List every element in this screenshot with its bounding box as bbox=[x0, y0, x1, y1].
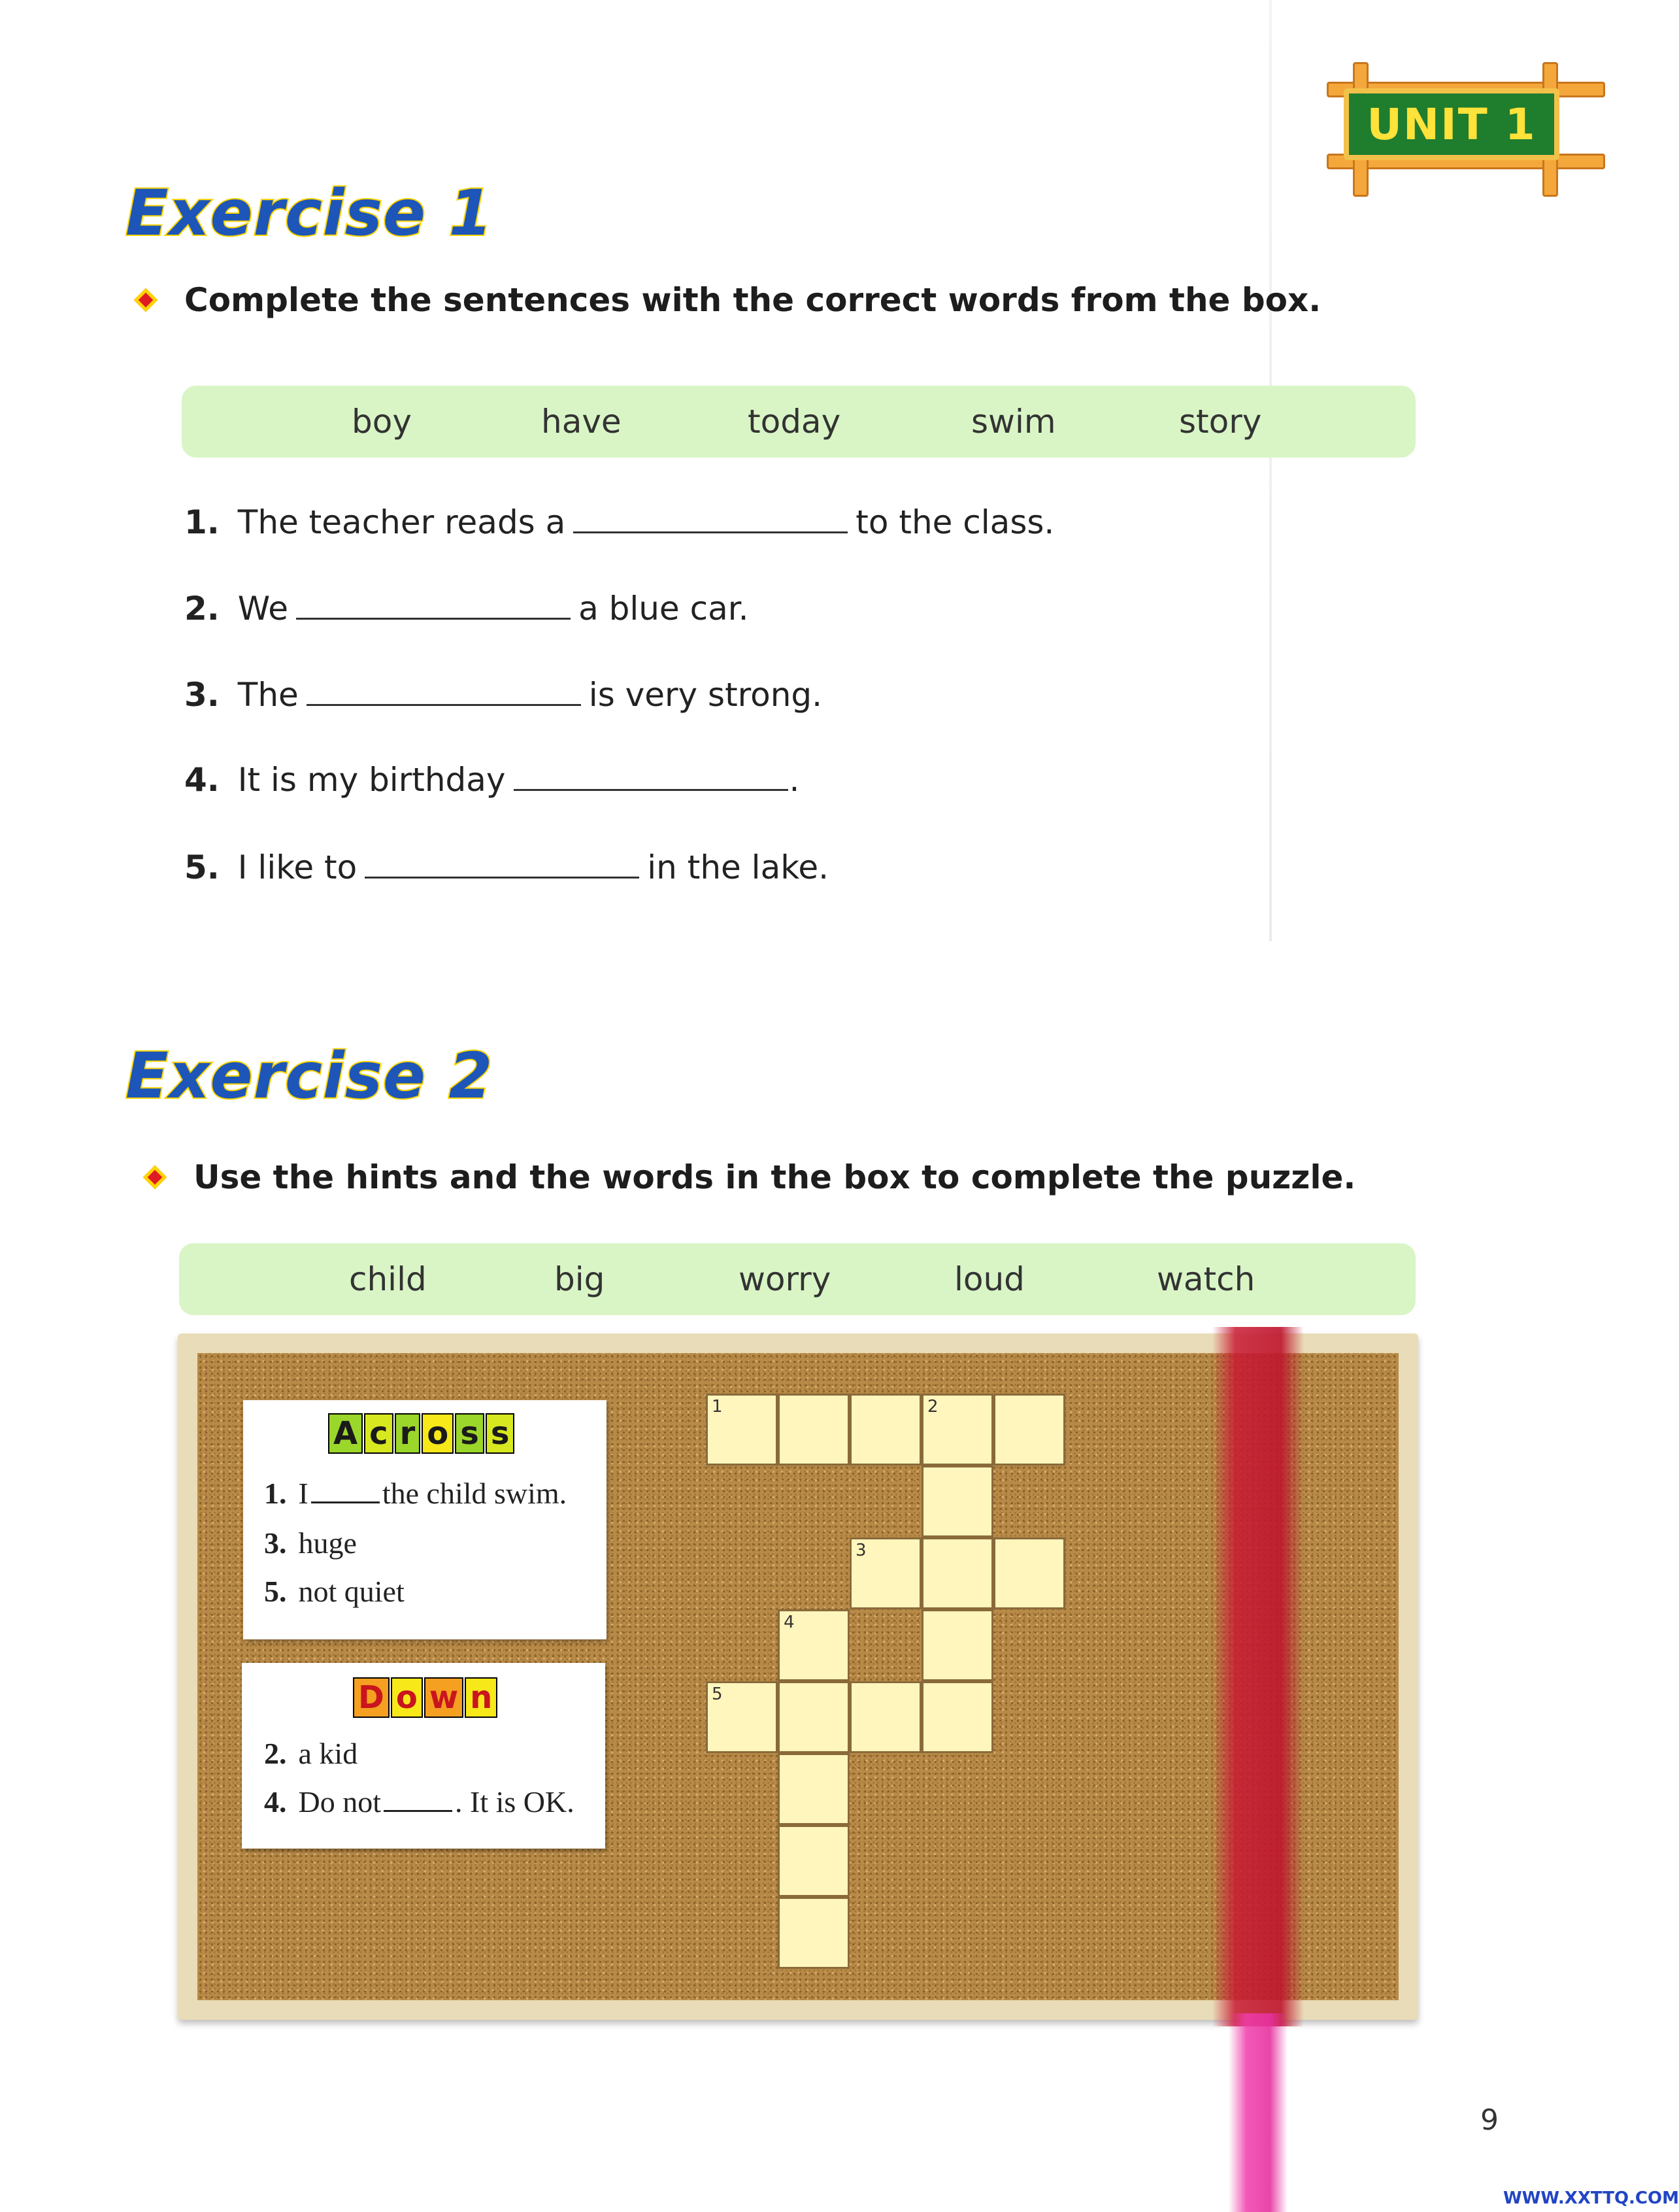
word-loud: loud bbox=[954, 1260, 1025, 1298]
sentence-text-before: We bbox=[237, 590, 289, 628]
crossword-cell[interactable] bbox=[778, 1753, 850, 1825]
exercise-2-instruction bbox=[140, 1158, 1355, 1196]
sentence-number: 2. bbox=[184, 590, 220, 628]
sentence-text-before: It is my birthday bbox=[237, 761, 506, 799]
crossword-cell[interactable] bbox=[993, 1537, 1065, 1609]
clue-text-before: Do not bbox=[298, 1785, 381, 1818]
across-tile: o bbox=[422, 1413, 454, 1454]
across-tile: s bbox=[486, 1413, 515, 1454]
red-marker-stripe bbox=[1212, 1327, 1304, 2026]
crossword-cell[interactable] bbox=[778, 1609, 850, 1681]
exercise-2-title: Exercise 2 bbox=[125, 1039, 493, 1113]
sentence-text-after: is very strong. bbox=[588, 676, 823, 714]
clue-number: 5. bbox=[264, 1575, 287, 1608]
instruction-text: Use the hints and the words in the box to complete the puzzle. bbox=[193, 1158, 1356, 1196]
unit-number: 1 bbox=[1504, 99, 1537, 150]
across-heading bbox=[328, 1413, 514, 1454]
crossword-cell[interactable] bbox=[922, 1609, 993, 1681]
page-number: 9 bbox=[1480, 2103, 1499, 2137]
word-watch: watch bbox=[1157, 1260, 1255, 1298]
word-have: have bbox=[541, 403, 622, 441]
sentence-number: 1. bbox=[184, 503, 220, 541]
watermark: WWW.XXTTQ.COM bbox=[1503, 2188, 1679, 2208]
clue-text-after: . It is OK. bbox=[455, 1785, 574, 1818]
crossword-cell[interactable] bbox=[778, 1825, 850, 1897]
sentence-2 bbox=[184, 590, 749, 628]
down-heading bbox=[353, 1677, 497, 1718]
down-tile: n bbox=[465, 1677, 497, 1718]
across-tile: r bbox=[395, 1413, 421, 1454]
page-gutter bbox=[1269, 0, 1272, 941]
sentence-text-after: a blue car. bbox=[578, 590, 749, 628]
across-clue-1 bbox=[264, 1476, 567, 1511]
crossword-cell[interactable] bbox=[922, 1537, 993, 1609]
answer-blank[interactable] bbox=[365, 870, 639, 879]
crossword-cell[interactable] bbox=[922, 1681, 993, 1753]
answer-blank[interactable] bbox=[514, 782, 788, 791]
clue-blank bbox=[311, 1496, 380, 1503]
word-big: big bbox=[554, 1260, 605, 1298]
clue-number: 3. bbox=[264, 1526, 287, 1560]
sentence-1 bbox=[184, 503, 1054, 541]
clue-text: huge bbox=[298, 1526, 357, 1560]
clue-blank bbox=[384, 1805, 452, 1812]
sentence-text-after: to the class. bbox=[856, 503, 1055, 541]
clue-number: 1. bbox=[264, 1477, 287, 1510]
cell-clue-number: 3 bbox=[856, 1541, 867, 1560]
answer-blank[interactable] bbox=[307, 697, 581, 706]
across-clue-3 bbox=[264, 1526, 357, 1560]
across-tile: c bbox=[364, 1413, 393, 1454]
pink-marker-stripe bbox=[1229, 2013, 1288, 2212]
sentence-number: 5. bbox=[184, 848, 220, 886]
word-worry: worry bbox=[739, 1260, 831, 1298]
word-today: today bbox=[748, 403, 841, 441]
answer-blank[interactable] bbox=[296, 611, 571, 620]
crossword-cell[interactable] bbox=[850, 1537, 922, 1609]
sentence-3 bbox=[184, 676, 822, 714]
sentence-5 bbox=[184, 848, 829, 886]
crossword-cell[interactable] bbox=[778, 1897, 850, 1969]
clue-text: a kid bbox=[298, 1737, 358, 1770]
exercise-1-instruction bbox=[131, 281, 1321, 319]
bullet-diamond-icon bbox=[134, 288, 158, 312]
crossword-cell[interactable] bbox=[778, 1681, 850, 1753]
sentence-4 bbox=[184, 761, 799, 799]
instruction-text: Complete the sentences with the correct words from the box. bbox=[184, 281, 1322, 319]
word-swim: swim bbox=[971, 403, 1056, 441]
down-clue-4 bbox=[264, 1785, 574, 1819]
sentence-text-before: The teacher reads a bbox=[237, 503, 566, 541]
crossword-cell[interactable] bbox=[850, 1681, 922, 1753]
crossword-cell[interactable] bbox=[922, 1466, 993, 1537]
sentence-text-after: . bbox=[789, 761, 800, 799]
across-tile: s bbox=[455, 1413, 484, 1454]
down-tile: D bbox=[353, 1677, 390, 1718]
clue-number: 4. bbox=[264, 1785, 287, 1818]
clue-text-after: the child swim. bbox=[382, 1477, 567, 1510]
down-tile: o bbox=[391, 1677, 423, 1718]
crossword-cell[interactable] bbox=[922, 1394, 993, 1466]
crossword-cell[interactable] bbox=[778, 1394, 850, 1466]
word-story: story bbox=[1179, 403, 1262, 441]
exercise-2-word-box bbox=[179, 1243, 1416, 1315]
down-clue-card bbox=[242, 1663, 605, 1849]
cell-clue-number: 4 bbox=[784, 1613, 795, 1632]
crossword-cell[interactable] bbox=[850, 1394, 922, 1466]
cell-clue-number: 1 bbox=[712, 1397, 723, 1416]
bullet-diamond-icon bbox=[143, 1165, 167, 1190]
unit-label bbox=[1344, 88, 1559, 160]
unit-text: UNIT bbox=[1367, 99, 1489, 150]
word-boy: boy bbox=[352, 403, 412, 441]
clue-text: not quiet bbox=[298, 1575, 405, 1608]
sentence-text-after: in the lake. bbox=[647, 848, 829, 886]
sentence-text-before: The bbox=[237, 676, 299, 714]
crossword-cell[interactable] bbox=[706, 1681, 778, 1753]
sentence-text-before: I like to bbox=[237, 848, 357, 886]
down-clue-2 bbox=[264, 1736, 357, 1771]
clue-text-before: I bbox=[298, 1477, 308, 1510]
across-clue-5 bbox=[264, 1574, 405, 1609]
exercise-1-word-box bbox=[182, 386, 1416, 458]
exercise-1-title: Exercise 1 bbox=[125, 176, 493, 250]
crossword-cell[interactable] bbox=[993, 1394, 1065, 1466]
across-tile: A bbox=[328, 1413, 363, 1454]
crossword-cell[interactable] bbox=[706, 1394, 778, 1466]
clue-number: 2. bbox=[264, 1737, 287, 1770]
word-child: child bbox=[349, 1260, 427, 1298]
across-clue-card bbox=[243, 1400, 607, 1639]
sentence-number: 4. bbox=[184, 761, 220, 799]
sentence-number: 3. bbox=[184, 676, 220, 714]
down-tile: w bbox=[424, 1677, 463, 1718]
cell-clue-number: 2 bbox=[927, 1397, 939, 1416]
cell-clue-number: 5 bbox=[712, 1684, 723, 1704]
answer-blank[interactable] bbox=[573, 525, 848, 533]
